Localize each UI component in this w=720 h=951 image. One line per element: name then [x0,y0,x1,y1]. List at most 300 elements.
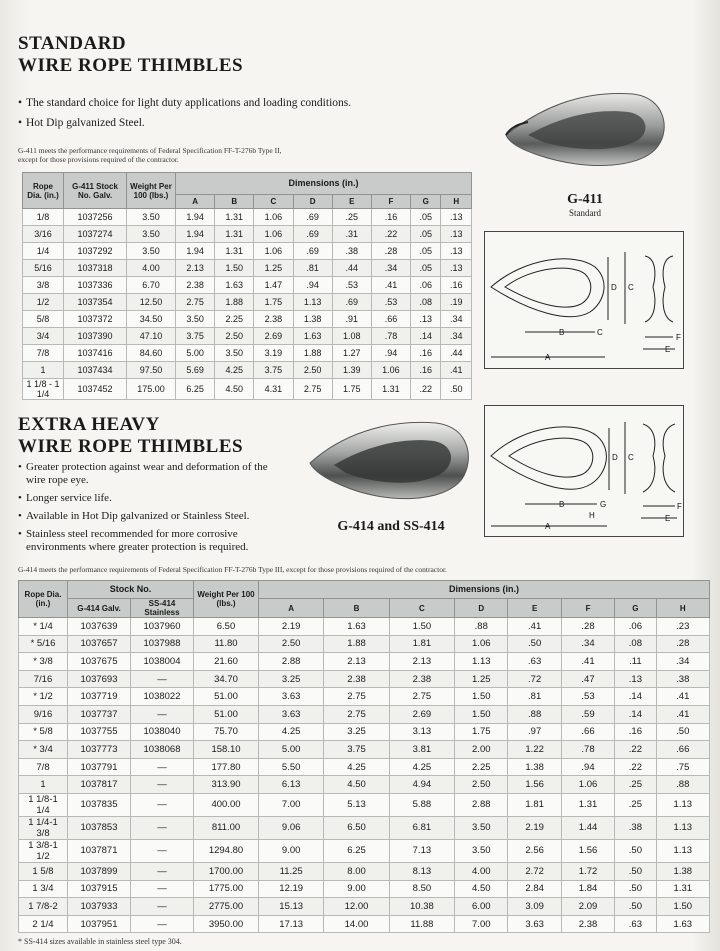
extra-heavy-bullet: • Greater protection against wear and deformation of the wire rope eye. [18,461,288,487]
table-cell: 4.50 [324,776,389,794]
table-row [19,898,710,916]
table-cell: .69 [293,209,332,226]
table-cell: 1.50 [455,688,508,706]
table-cell: 2.09 [561,898,614,916]
standard-note [18,146,458,164]
table-cell: .34 [441,328,472,345]
table-cell: 3950.00 [194,915,259,933]
table-cell: 1.50 [656,898,709,916]
table-cell: 84.60 [127,345,176,362]
table-cell: .06 [615,618,656,636]
table-cell: .14 [615,705,656,723]
table-cell: 11.88 [389,915,454,933]
table-cell: .14 [411,328,441,345]
table-row [23,260,472,277]
table-row [23,328,472,345]
table-cell: 3.13 [389,723,454,741]
diagram-label-d: D [611,283,617,292]
table-cell: 3.75 [254,362,293,379]
table-cell: 1.44 [561,816,614,839]
standard-table [22,172,472,400]
table-cell: .69 [332,294,371,311]
table-cell: — [131,862,194,880]
table-cell: 2.50 [215,328,254,345]
table-cell: .28 [656,635,709,653]
table-cell: 1.56 [508,776,561,794]
g414-dimension-diagram [484,405,684,537]
table-row [19,723,710,741]
table-cell: 1 1/4-1 3/8 [19,816,68,839]
table-cell: — [131,793,194,816]
table-cell: 2.13 [324,653,389,671]
table-row [23,277,472,294]
table-cell: 1.38 [508,758,561,776]
table-cell: 34.50 [127,311,176,328]
table-cell: 6.50 [324,816,389,839]
table-cell: 1.13 [656,839,709,862]
table-cell: 51.00 [194,705,259,723]
table-cell: 1775.00 [194,880,259,898]
table-cell: 2.69 [254,328,293,345]
diagram2-label-f: F [677,502,682,511]
table-cell: 1.06 [455,635,508,653]
standard-bullets [18,96,458,131]
table-cell: 1 3/8-1 1/2 [19,839,68,862]
extra-heavy-bullet: • Stainless steel recommended for more corrosive environments where greater protection is required. [18,528,288,554]
table-cell: 1037274 [64,226,127,243]
table-row [19,705,710,723]
table-cell: 1037773 [68,741,131,759]
table-cell: * 5/8 [19,723,68,741]
table-cell: 1038068 [131,741,194,759]
table-cell: .72 [508,670,561,688]
table-cell: 2775.00 [194,898,259,916]
table-cell: .06 [411,277,441,294]
table-cell: .81 [508,688,561,706]
table-cell: 2.00 [455,741,508,759]
standard-note-line2: except for those provisions required of the contractor. [18,155,179,164]
table-cell: .08 [411,294,441,311]
table-cell: 1037372 [64,311,127,328]
table-cell: .50 [615,839,656,862]
table-row [23,379,472,400]
table-cell: .41 [656,705,709,723]
table-cell: 1.06 [561,776,614,794]
table-cell: 4.25 [389,758,454,776]
table-cell: 1.25 [455,670,508,688]
table-cell: .66 [561,723,614,741]
table-cell: 1037915 [68,880,131,898]
table-cell: 2.50 [293,362,332,379]
table-cell: .13 [441,260,472,277]
table-cell: .41 [508,618,561,636]
table-cell: 8.00 [324,862,389,880]
table-cell: .44 [441,345,472,362]
table-cell: 4.25 [215,362,254,379]
table-cell: 3.63 [259,705,324,723]
table-cell: .16 [615,723,656,741]
table-cell: 75.70 [194,723,259,741]
table-cell: .88 [656,776,709,794]
table-cell: 2.75 [176,294,215,311]
table-cell: 1.63 [324,618,389,636]
table-cell: 5.69 [176,362,215,379]
table-cell: .66 [371,311,410,328]
extra-heavy-table [18,580,710,933]
standard-table-body [23,209,472,400]
table-cell: .88 [508,705,561,723]
table-cell: 3.63 [259,688,324,706]
table-cell: 1037639 [68,618,131,636]
table-cell: .34 [441,311,472,328]
table-cell: 12.50 [127,294,176,311]
table-cell: 7.00 [455,915,508,933]
table-cell: 1037354 [64,294,127,311]
col-header-dim-e: E [508,599,561,618]
table-cell: * 1/2 [19,688,68,706]
table-cell: 1.13 [656,816,709,839]
diagram-label-c: C [597,328,603,337]
table-cell: 1.47 [254,277,293,294]
table-cell: 5/8 [23,311,64,328]
col-header-dim-h: H [656,599,709,618]
diagram2-label-a: A [545,522,551,531]
table-cell: — [131,816,194,839]
table-cell: 1.63 [656,915,709,933]
table-cell: 1 [19,776,68,794]
dimension-letter-row [19,599,710,618]
col-header-rope: Rope Dia. (in.) [23,173,64,209]
table-cell: .97 [508,723,561,741]
table-cell: 3.50 [127,226,176,243]
table-cell: 1.22 [508,741,561,759]
table-cell: 1037835 [68,793,131,816]
table-cell: 1 1/8 - 1 1/4 [23,379,64,400]
table-cell: 1038022 [131,688,194,706]
table-cell: 313.90 [194,776,259,794]
table-cell: 1.38 [656,862,709,880]
table-cell: 3.75 [176,328,215,345]
table-cell: .11 [615,653,656,671]
col-header-dim-c: C [389,599,454,618]
table-cell: 1037933 [68,898,131,916]
table-cell: 1 1/8-1 1/4 [19,793,68,816]
table-cell: 2.38 [389,670,454,688]
table-cell: 1 3/4 [19,880,68,898]
table-cell: .05 [411,260,441,277]
table-cell: .05 [411,226,441,243]
table-cell: 1.31 [215,226,254,243]
table-cell: 1.31 [371,379,410,400]
table-cell: .41 [441,362,472,379]
col-header-dim-a: A [259,599,324,618]
table-cell: .34 [561,635,614,653]
table-cell: 9.00 [324,880,389,898]
table-cell: 4.25 [324,758,389,776]
table-cell: .23 [656,618,709,636]
table-cell: .69 [293,226,332,243]
table-cell: .28 [371,243,410,260]
table-cell: 1037657 [68,635,131,653]
table-cell: 1.56 [561,839,614,862]
g411-label: G-411 [567,192,603,207]
table-cell: 34.70 [194,670,259,688]
table-cell: 1.84 [561,880,614,898]
table-cell: — [131,898,194,916]
col-header-dim-a: A [176,195,215,209]
table-cell: 1.31 [561,793,614,816]
table-cell: 1.50 [389,618,454,636]
col-header-dim-f: F [371,195,410,209]
table-row [23,209,472,226]
table-cell: * 5/16 [19,635,68,653]
table-cell: 1.31 [656,880,709,898]
table-row [23,345,472,362]
table-row [19,688,710,706]
table-cell: 6.25 [324,839,389,862]
table-cell: 1037416 [64,345,127,362]
table-cell: 2.75 [324,705,389,723]
table-cell: 1.94 [176,243,215,260]
g411-sublabel: Standard [569,208,601,218]
table-cell: .13 [615,670,656,688]
table-cell: 1700.00 [194,862,259,880]
table-cell: 1.13 [293,294,332,311]
table-cell: .13 [441,243,472,260]
table-cell: 2.13 [176,260,215,277]
diagram-label-c2: C [628,283,634,292]
table-cell: 1.63 [215,277,254,294]
table-cell: .59 [561,705,614,723]
table-cell: .13 [411,311,441,328]
col-header-dimensions: Dimensions (in.) [259,581,710,599]
table-cell: 5/16 [23,260,64,277]
table-cell: 12.19 [259,880,324,898]
table-cell: 3.50 [127,209,176,226]
table-cell: .94 [561,758,614,776]
table-cell: 6.50 [194,618,259,636]
table-cell: 1.50 [215,260,254,277]
diagram2-label-b: B [559,500,565,509]
table-cell: 1.81 [389,635,454,653]
table-cell: .13 [441,209,472,226]
col-header-weight: Weight Per 100 (lbs.) [194,581,259,618]
table-cell: 2.84 [508,880,561,898]
table-cell: 51.00 [194,688,259,706]
table-cell: .53 [332,277,371,294]
table-cell: 7.00 [259,793,324,816]
table-cell: 2.56 [508,839,561,862]
table-cell: 7/8 [23,345,64,362]
table-cell: .66 [656,741,709,759]
table-cell: 5.88 [389,793,454,816]
table-cell: 1037336 [64,277,127,294]
table-cell: — [131,758,194,776]
table-cell: 1037256 [64,209,127,226]
g414-label: G-414 and SS-414 [337,519,445,534]
table-cell: 1037434 [64,362,127,379]
table-cell: 4.50 [455,880,508,898]
table-cell: 1037791 [68,758,131,776]
table-row [19,880,710,898]
table-cell: 3.50 [176,311,215,328]
table-row [19,793,710,816]
diagram2-label-c: C [628,453,634,462]
table-cell: 1.13 [656,793,709,816]
table-cell: 1037817 [68,776,131,794]
table-cell: 3.25 [324,723,389,741]
table-cell: .50 [656,723,709,741]
table-cell: 2.88 [259,653,324,671]
table-cell: .44 [332,260,371,277]
table-cell: — [131,670,194,688]
table-cell: .78 [561,741,614,759]
table-cell: .41 [371,277,410,294]
table-cell: .63 [508,653,561,671]
table-cell: — [131,705,194,723]
table-cell: .19 [441,294,472,311]
table-cell: 3.19 [254,345,293,362]
table-cell: 2.19 [259,618,324,636]
col-header-weight: Weight Per 100 (lbs.) [127,173,176,209]
table-cell: .53 [371,294,410,311]
table-cell: 2.38 [324,670,389,688]
extra-heavy-title [18,414,243,458]
col-header-stainless: SS-414 Stainless [131,599,194,618]
table-cell: 2.13 [389,653,454,671]
table-cell: 2.69 [389,705,454,723]
table-cell: .34 [371,260,410,277]
table-cell: 1.38 [293,311,332,328]
table-cell: 1.50 [455,705,508,723]
table-cell: 2.38 [176,277,215,294]
table-cell: .16 [411,362,441,379]
table-row [23,311,472,328]
extra-heavy-title-line1: EXTRA HEAVY [18,414,160,435]
standard-bullet: • Hot Dip galvanized Steel. [18,116,458,131]
diagram-label-e: E [665,345,671,354]
table-cell: 2.75 [324,688,389,706]
table-cell: 4.94 [389,776,454,794]
table-cell: .47 [561,670,614,688]
table-cell: 1.31 [215,209,254,226]
table-cell: .05 [411,209,441,226]
table-cell: 811.00 [194,816,259,839]
col-header-rope: Rope Dia. (in.) [19,581,68,618]
extra-heavy-note: G-414 meets the performance requirements of Federal Specification FF-T-276b Type III, except for those provisions required of the contractor. [18,565,447,574]
table-cell: 1294.80 [194,839,259,862]
table-cell: * 3/4 [19,741,68,759]
table-cell: 47.10 [127,328,176,345]
table-row [19,839,710,862]
table-cell: 97.50 [127,362,176,379]
table-cell: .41 [561,653,614,671]
table-cell: 177.80 [194,758,259,776]
col-header-dim-b: B [324,599,389,618]
table-cell: 4.00 [455,862,508,880]
col-header-galv: G-414 Galv. [68,599,131,618]
table-cell: 1.08 [332,328,371,345]
table-cell: 3.25 [259,670,324,688]
table-cell: 2.50 [455,776,508,794]
table-cell: 5.13 [324,793,389,816]
table-cell: .16 [371,209,410,226]
table-cell: 1.06 [371,362,410,379]
table-cell: 400.00 [194,793,259,816]
extra-heavy-bullet: • Longer service life. [18,492,288,505]
table-cell: .63 [615,915,656,933]
table-cell: 1 7/8-2 [19,898,68,916]
table-cell: — [131,839,194,862]
table-cell: .22 [615,741,656,759]
table-cell: .50 [508,635,561,653]
table-cell: 3.63 [508,915,561,933]
table-cell: .91 [332,311,371,328]
col-header-dim-b: B [215,195,254,209]
table-row [19,618,710,636]
table-cell: .25 [615,776,656,794]
table-cell: 1.31 [215,243,254,260]
extra-heavy-bullets [18,461,288,554]
table-cell: .08 [615,635,656,653]
table-cell: 1.75 [332,379,371,400]
standard-title-line2: WIRE ROPE THIMBLES [18,55,244,76]
table-cell: 1037719 [68,688,131,706]
table-cell: 2.72 [508,862,561,880]
diagram2-label-g: G [600,500,607,509]
table-row [23,226,472,243]
table-cell: 1037675 [68,653,131,671]
diagram-label-a: A [545,353,551,362]
table-cell: 1037737 [68,705,131,723]
table-row [19,653,710,671]
table-cell: 2.25 [455,758,508,776]
table-cell: .16 [441,277,472,294]
table-cell: .13 [441,226,472,243]
col-header-stock: G-411 Stock No. Galv. [64,173,127,209]
table-cell: 1037693 [68,670,131,688]
table-cell: 21.60 [194,653,259,671]
table-cell: * 3/8 [19,653,68,671]
table-cell: 6.13 [259,776,324,794]
table-cell: 1037871 [68,839,131,862]
table-cell: .94 [293,277,332,294]
table-cell: 1038040 [131,723,194,741]
table-cell: .28 [561,618,614,636]
table-cell: 2.25 [215,311,254,328]
diagram2-label-h: H [589,511,595,520]
table-row [19,670,710,688]
extra-heavy-title-line2: WIRE ROPE THIMBLES [18,436,244,457]
standard-note-line1: G-411 meets the performance requirements of Federal Specification FF-T-276b Type II, [18,146,282,155]
col-header-dim-g: G [411,195,441,209]
table-cell: .25 [332,209,371,226]
table-cell: 175.00 [127,379,176,400]
table-cell: 11.80 [194,635,259,653]
table-cell: — [131,776,194,794]
g414-thimble-photo [306,413,476,513]
table-cell: 3.50 [455,839,508,862]
table-cell: .25 [615,793,656,816]
table-cell: 2.75 [293,379,332,400]
extra-heavy-footnote: * SS-414 sizes available in stainless steel type 304. [18,937,182,946]
table-row [19,816,710,839]
table-cell: 1037960 [131,618,194,636]
table-cell: 10.38 [389,898,454,916]
table-cell: 4.25 [259,723,324,741]
table-cell: 9.00 [259,839,324,862]
table-cell: .53 [561,688,614,706]
